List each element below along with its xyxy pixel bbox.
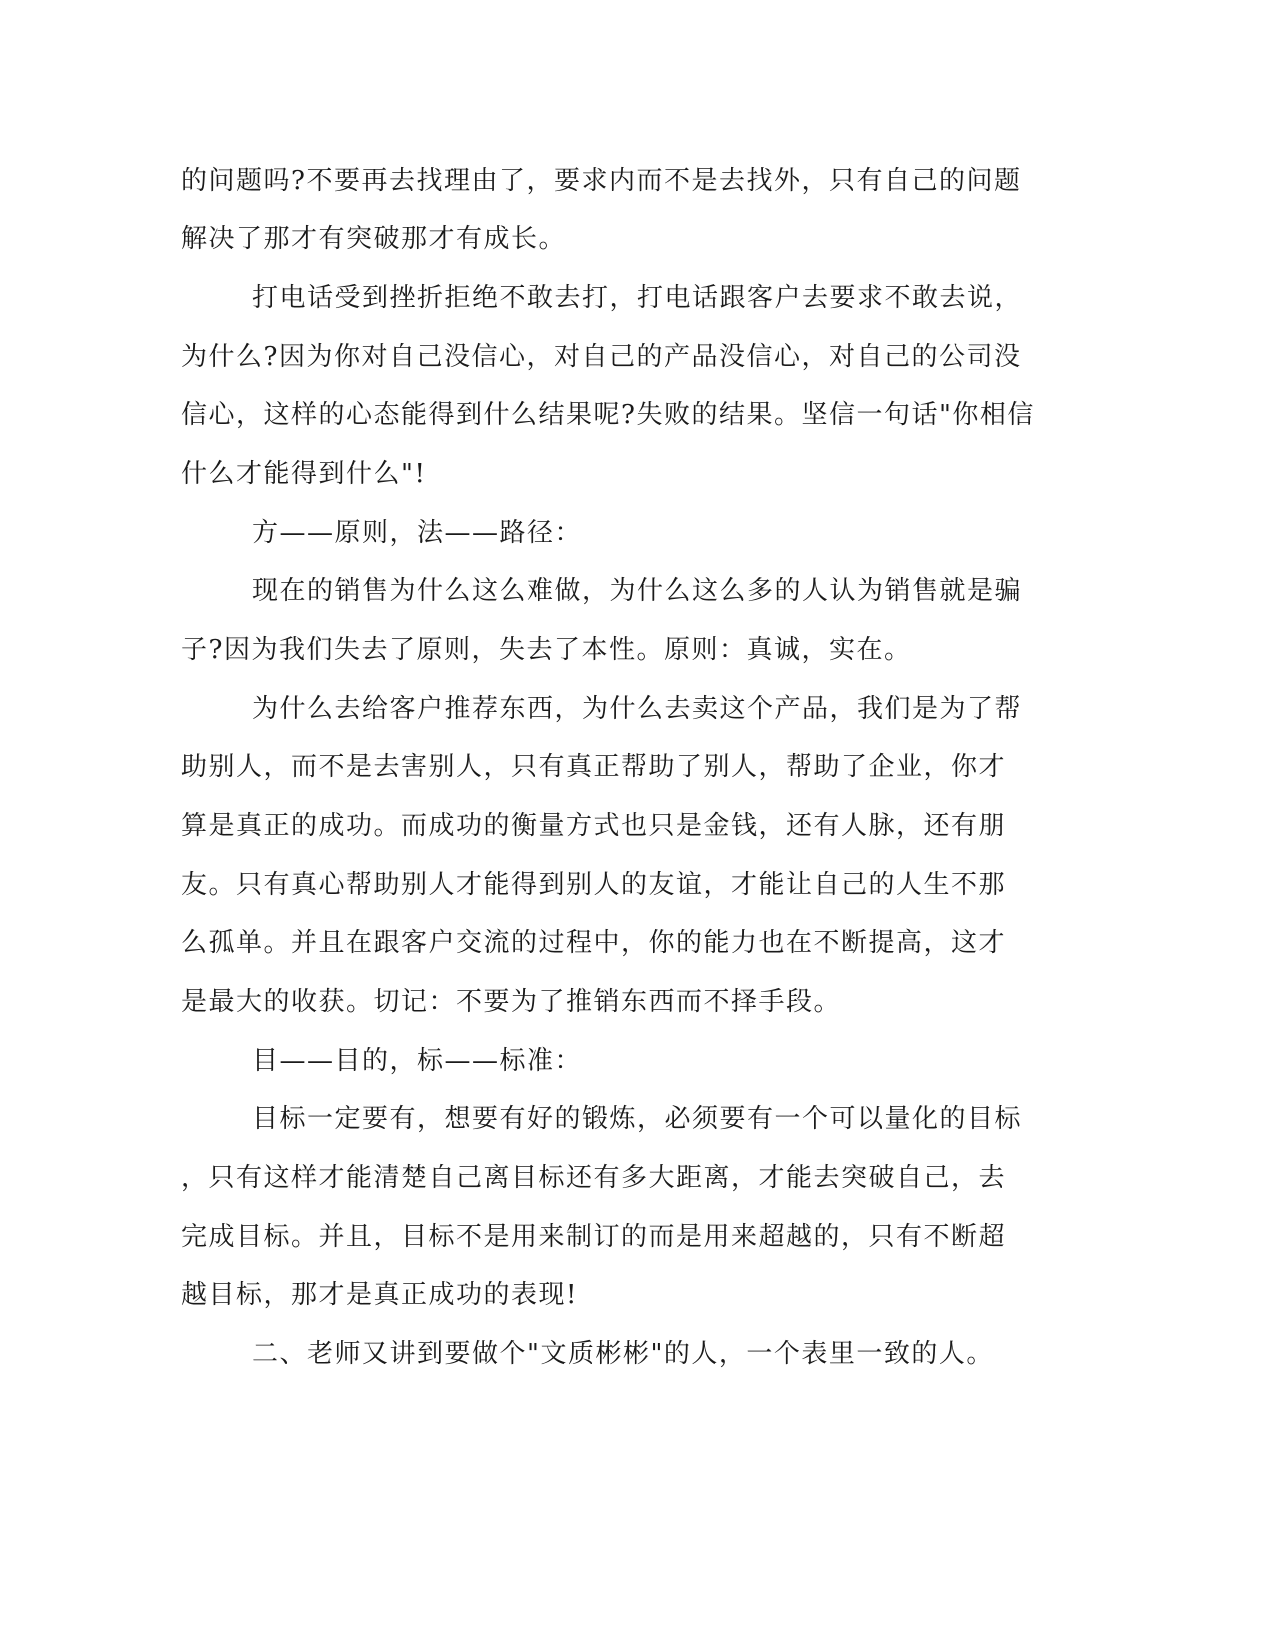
text-line: 子?因为我们失去了原则，失去了本性。原则：真诚，实在。: [181, 635, 912, 665]
text-line: 完成目标。并且，目标不是用来制订的而是用来超越的，只有不断超: [181, 1222, 1007, 1252]
text-line: 是最大的收获。切记：不要为了推销东西而不择手段。: [181, 987, 842, 1017]
section-heading: 目——目的，标——标准：: [252, 1046, 583, 1076]
paragraph-start-line: 为什么去给客户推荐东西，为什么去卖这个产品，我们是为了帮: [252, 694, 1023, 724]
text-line: ，只有这样才能清楚自己离目标还有多大距离，才能去突破自己，去: [181, 1163, 1007, 1193]
text-line: 什么才能得到什么"!: [181, 459, 427, 489]
text-line: 么孤单。并且在跟客户交流的过程中，你的能力也在不断提高，这才: [181, 928, 1007, 958]
paragraph-start-line: 现在的销售为什么这么难做，为什么这么多的人认为销售就是骗: [252, 576, 1023, 606]
text-line: 为什么?因为你对自己没信心，对自己的产品没信心，对自己的公司没: [181, 342, 1022, 372]
text-line: 的问题吗?不要再去找理由了，要求内而不是去找外，只有自己的问题: [181, 166, 1022, 196]
text-line: 解决了那才有突破那才有成长。: [181, 224, 567, 254]
paragraph-start-line: 打电话受到挫折拒绝不敢去打，打电话跟客户去要求不敢去说，: [252, 283, 1023, 313]
section-heading: 方——原则，法——路径：: [252, 518, 583, 548]
paragraph-start-line: 目标一定要有，想要有好的锻炼，必须要有一个可以量化的目标: [252, 1104, 1023, 1134]
paragraph-start-line: 二、老师又讲到要做个"文质彬彬"的人，一个表里一致的人。: [252, 1339, 994, 1369]
text-line: 友。只有真心帮助别人才能得到别人的友谊，才能让自己的人生不那: [181, 870, 1007, 900]
text-line: 算是真正的成功。而成功的衡量方式也只是金钱，还有人脉，还有朋: [181, 811, 1007, 841]
text-line: 助别人，而不是去害别人，只有真正帮助了别人，帮助了企业，你才: [181, 752, 1007, 782]
text-line: 越目标，那才是真正成功的表现!: [181, 1280, 578, 1310]
text-line: 信心，这样的心态能得到什么结果呢?失败的结果。坚信一句话"你相信: [181, 400, 1035, 430]
